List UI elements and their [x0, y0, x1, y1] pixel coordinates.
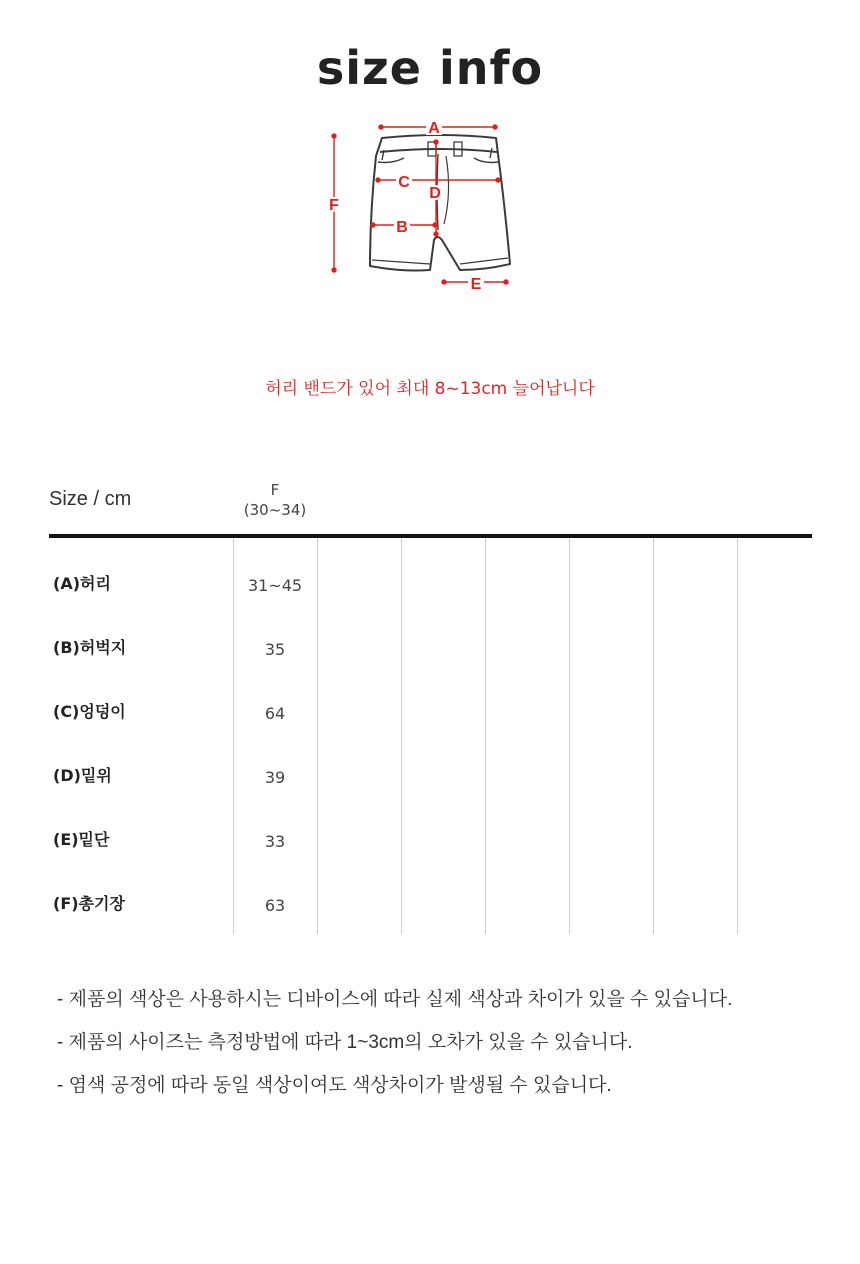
- row-value-hip: 64: [264, 704, 286, 723]
- shorts-illustration: [320, 112, 520, 302]
- label-b: B: [396, 219, 408, 236]
- table-row: [49, 764, 812, 828]
- row-value-waist: 31~45: [247, 576, 303, 595]
- label-e: E: [470, 276, 482, 293]
- note-dye-variation: - 염색 공정에 따라 동일 색상이여도 색상차이가 발생될 수 있습니다.: [57, 1075, 612, 1096]
- table-row: [49, 828, 812, 892]
- row-value-thigh: 35: [264, 640, 286, 659]
- note-size-tolerance: - 제품의 사이즈는 측정방법에 따라 1~3cm의 오차가 있을 수 있습니다.: [57, 1032, 633, 1053]
- row-value-rise: 39: [264, 768, 286, 787]
- row-label-thigh: (B)허벅지: [53, 638, 127, 657]
- header-divider: [49, 534, 812, 538]
- size-column-name: F: [270, 481, 280, 499]
- waistband-notice: 허리 밴드가 있어 최대 8~13cm 늘어납니다: [265, 379, 595, 399]
- row-value-hem: 33: [264, 832, 286, 851]
- row-label-length: (F)총기장: [53, 894, 125, 913]
- table-row: [49, 636, 812, 700]
- row-value-length: 63: [264, 896, 286, 915]
- row-label-hip: (C)엉덩이: [53, 702, 126, 721]
- size-column-range: (30~34): [243, 501, 307, 519]
- size-column-header: [233, 480, 317, 520]
- label-c: C: [398, 174, 410, 191]
- note-color-difference: - 제품의 색상은 사용하시는 디바이스에 따라 실제 색상과 차이가 있을 수 있습니다.: [57, 989, 733, 1010]
- size-table: [49, 474, 812, 936]
- label-d: D: [429, 185, 441, 202]
- row-label-hem: (E)밑단: [53, 830, 110, 849]
- label-f: F: [329, 197, 339, 214]
- row-label-rise: (D)밑위: [53, 766, 112, 785]
- shorts-diagram: [320, 112, 520, 302]
- table-row: [49, 572, 812, 636]
- size-unit-header: Size / cm: [49, 488, 132, 510]
- row-label-waist: (A)허리: [53, 574, 111, 593]
- label-a: A: [428, 120, 440, 137]
- page-title: size info: [316, 41, 544, 95]
- table-row: [49, 700, 812, 764]
- shorts-outline: [370, 135, 510, 271]
- disclaimer-notes: [57, 986, 817, 1115]
- table-row: [49, 892, 812, 956]
